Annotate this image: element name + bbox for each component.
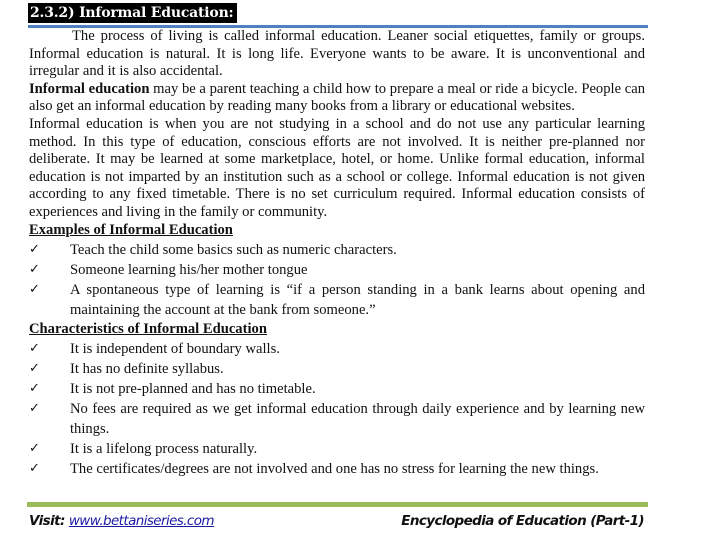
list-item-text: No fees are required as we get informal education through daily experience and by learning new things. bbox=[70, 400, 645, 437]
bold-term: Informal education bbox=[29, 80, 150, 97]
list-item bbox=[29, 339, 645, 359]
page-body bbox=[29, 28, 645, 479]
characteristics-heading: Characteristics of Informal Education bbox=[29, 320, 267, 337]
list-item-text: A spontaneous type of learning is “if a person standing in a bank learns about opening and maintaining the account at the bank from someone.” bbox=[70, 281, 645, 318]
list-item-text: It is independent of boundary walls. bbox=[70, 340, 280, 357]
list-item-text: It is not pre-planned and has no timetable. bbox=[70, 380, 316, 397]
page-footer bbox=[29, 513, 644, 535]
list-item bbox=[29, 459, 645, 479]
checkmark-icon: ✓ bbox=[29, 340, 40, 356]
checkmark-icon: ✓ bbox=[29, 440, 40, 456]
website-link[interactable]: www.bettaniseries.com bbox=[68, 513, 214, 529]
paragraph-definition: Informal education is when you are not studying in a school and do not use any particular learning method. In this type of education, conscious efforts are not involved. It is neither pre-planned nor deliberate. It may be learned at some marketplace, hotel, or home. Unlike formal education, informal education is not imparted by an institution such as a school or college. Informal education is not given according to any fixed timetable. There is no set curriculum required. Informal education consists of experiences and living in the family or community. bbox=[29, 115, 645, 220]
checkmark-icon: ✓ bbox=[29, 380, 40, 396]
footer-divider bbox=[27, 502, 648, 507]
book-title: Encyclopedia of Education (Part-1) bbox=[401, 513, 644, 529]
paragraph-intro: The process of living is called informal education. Leaner social etiquettes, family or groups. Informal education is natural. It is long life. Everyone wants to be aware. It is unconventional and irregular and it is also accidental. bbox=[29, 28, 645, 80]
list-item bbox=[29, 260, 645, 280]
list-item bbox=[29, 399, 645, 439]
examples-list bbox=[29, 240, 645, 320]
checkmark-icon: ✓ bbox=[29, 400, 40, 416]
examples-heading: Examples of Informal Education bbox=[29, 221, 233, 238]
list-item bbox=[29, 240, 645, 260]
list-item-text: Teach the child some basics such as numeric characters. bbox=[70, 241, 397, 258]
list-item bbox=[29, 280, 645, 320]
characteristics-list bbox=[29, 339, 645, 479]
checkmark-icon: ✓ bbox=[29, 241, 40, 257]
visit-label: Visit: bbox=[29, 513, 69, 529]
list-item-text: Someone learning his/her mother tongue bbox=[70, 261, 308, 278]
checkmark-icon: ✓ bbox=[29, 281, 40, 297]
list-item-text: It has no definite syllabus. bbox=[70, 360, 224, 377]
list-item-text: The certificates/degrees are not involved and one has no stress for learning the new things. bbox=[70, 460, 599, 477]
paragraph-examples-intro bbox=[29, 81, 645, 116]
list-item bbox=[29, 379, 645, 399]
checkmark-icon: ✓ bbox=[29, 261, 40, 277]
list-item-text: It is a lifelong process naturally. bbox=[70, 440, 258, 457]
list-item bbox=[29, 359, 645, 379]
footer-visit bbox=[29, 513, 214, 529]
checkmark-icon: ✓ bbox=[29, 460, 40, 476]
section-title: 2.3.2) Informal Education: bbox=[28, 3, 237, 23]
checkmark-icon: ✓ bbox=[29, 360, 40, 376]
list-item bbox=[29, 439, 645, 459]
paragraph-text: may be a parent teaching a child how to prepare a meal or ride a bicycle. People can also get an informal education by reading many books from a library or educational websites. bbox=[29, 80, 646, 115]
